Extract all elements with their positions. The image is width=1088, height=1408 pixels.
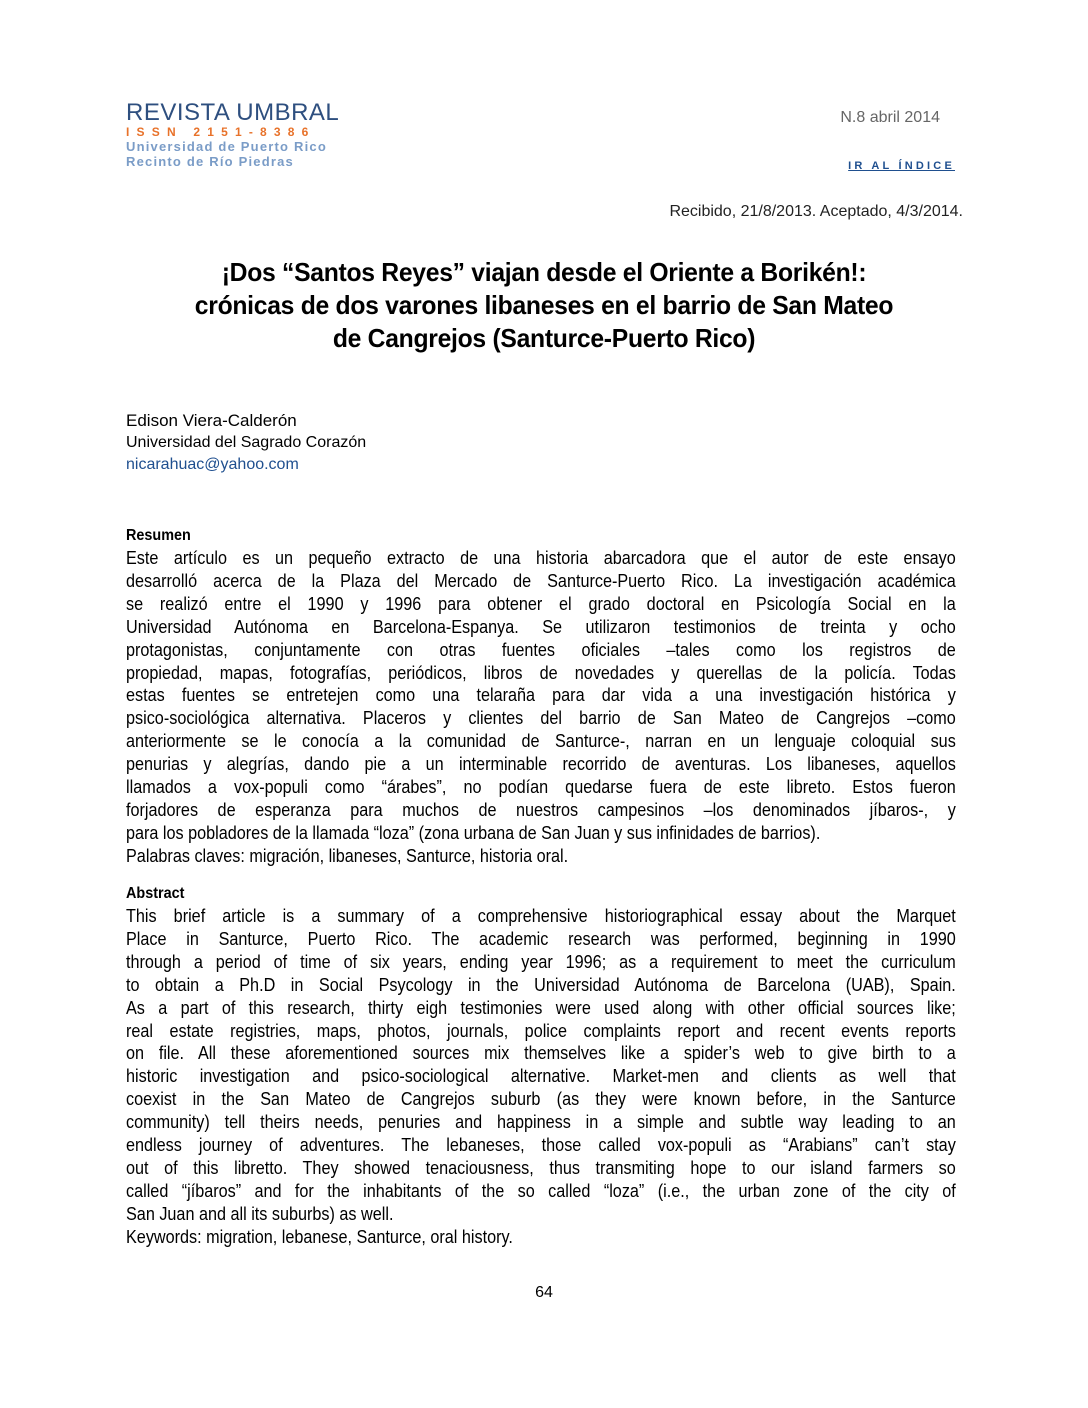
author-email[interactable]: nicarahuac@yahoo.com <box>126 456 299 473</box>
title-line: de Cangrejos (Santurce-Puerto Rico) <box>332 323 756 353</box>
author-affiliation: Universidad del Sagrado Corazón <box>126 434 367 451</box>
resumen-body <box>126 547 956 868</box>
issue-label: N.8 abril 2014 <box>840 109 940 126</box>
text-line: out of this libretto. They showed tenaciousness, thus transmiting hope to our island farmers so <box>126 1157 956 1178</box>
text-line: forjadores de esperanza para muchos de nuestros campesinos –los denominados jíbaros-, y <box>126 799 956 820</box>
text-line: estas fuentes se entretejen como una telaraña para dar vida a una investigación histórica y <box>126 685 956 706</box>
text-line: Este artículo es un pequeño extracto de una historia abarcadora que el autor de este ensayo <box>126 548 956 568</box>
title-line: ¡Dos “Santos Reyes” viajan desde el Oriente a Borikén!: <box>221 257 867 287</box>
received-dates: Recibido, 21/8/2013. Aceptado, 4/3/2014. <box>669 203 963 220</box>
text-line: through a period of time of six years, ending year 1996; as a requirement to meet the curriculum <box>126 951 956 972</box>
text-line: propiedad, mapas, fotografías, periódicos, libros de novedades y querellas de la policía. Todas <box>126 662 956 683</box>
page-number: 64 <box>535 1284 553 1301</box>
article-title <box>132 256 957 355</box>
title-line: crónicas de dos varones libaneses en el barrio de San Mateo <box>194 290 894 320</box>
text-line: to obtain a Ph.D in Social Psycology in the Universidad Autónoma de Barcelona (UAB), Spain. <box>126 974 956 995</box>
text-line: Universidad Autónoma en Barcelona-Espanya. Se utilizaron testimonios de treinta y ocho <box>126 616 956 637</box>
text-line: Keywords: migration, lebanese, Santurce, oral history. <box>126 1226 513 1247</box>
abstract-section <box>126 883 956 1249</box>
resumen-section <box>126 525 956 868</box>
text-line: community) tell theirs needs, penuries and happiness in a simple and subtle way leading to an <box>126 1112 956 1133</box>
campus: Recinto de Río Piedras <box>126 154 294 169</box>
text-line: As a part of this research, thirty eigh testimonies were used along with other official sources like; <box>126 997 956 1018</box>
journal-logo <box>126 100 339 169</box>
text-line: penurias y alegrías, dando pie a un interminable recorrido de aventuras. Los libaneses, aquellos <box>126 754 956 775</box>
text-line: Place in Santurce, Puerto Rico. The academic research was performed, beginning in 1990 <box>126 928 956 949</box>
text-line: anteriormente se le conocía a la comunidad de Santurce-, narran en un lenguaje coloquial sus <box>126 731 956 752</box>
text-line: Palabras claves: migración, libaneses, Santurce, historia oral. <box>126 845 569 866</box>
journal-name: REVISTA UMBRAL <box>126 99 340 126</box>
abstract-heading: Abstract <box>126 885 185 902</box>
text-line: historic investigation and psico-sociological alternative. Market-men and clients as well that <box>126 1066 956 1087</box>
text-line: called “jíbaros” and for the inhabitants of the so called “loza” (i.e., the urban zone of the city of <box>126 1180 956 1201</box>
text-line: endless journey of adventures. The lebaneses, those called vox-populi as “Arabians” can’t stay <box>126 1135 956 1156</box>
text-line: se realizó entre el 1990 y 1996 para obtener el grado doctoral en Psicología Social en la <box>126 593 956 614</box>
author-block <box>126 409 366 476</box>
abstract-body <box>126 905 956 1249</box>
author-name: Edison Viera-Calderón <box>126 411 297 430</box>
text-line: coexist in the San Mateo de Cangrejos suburb (as they were known before, in the Santurce <box>126 1089 956 1110</box>
text-line: psico-sociológica alternativa. Placeros y clientes del barrio de San Mateo de Cangrejos –como <box>126 708 956 729</box>
resumen-heading: Resumen <box>126 527 191 544</box>
issn: ISSN 2151-8386 <box>126 125 316 139</box>
text-line: para los pobladores de la llamada “loza” (zona urbana de San Juan y sus infinidades de barrios). <box>126 822 821 843</box>
text-line: llamados a vox-populi como “árabes”, no podían quedarse fuera de este libreto. Estos fueron <box>126 777 956 798</box>
text-line: This brief article is a summary of a comprehensive historiographical essay about the Marquet <box>126 906 956 926</box>
text-line: desarrolló acerca de la Plaza del Mercado de Santurce-Puerto Rico. La investigación académica <box>126 570 956 591</box>
text-line: real estate registries, maps, photos, journals, police complaints report and recent events reports <box>126 1020 956 1041</box>
index-link[interactable]: IR AL ÍNDICE <box>848 160 955 172</box>
university: Universidad de Puerto Rico <box>126 139 327 154</box>
text-line: San Juan and all its suburbs) as well. <box>126 1203 394 1224</box>
text-line: protagonistas, conjuntamente con otras fuentes oficiales –tales como los registros de <box>126 639 956 660</box>
text-line: on file. All these aforementioned sources mix themselves like a spider’s web to give birth to a <box>126 1043 956 1064</box>
